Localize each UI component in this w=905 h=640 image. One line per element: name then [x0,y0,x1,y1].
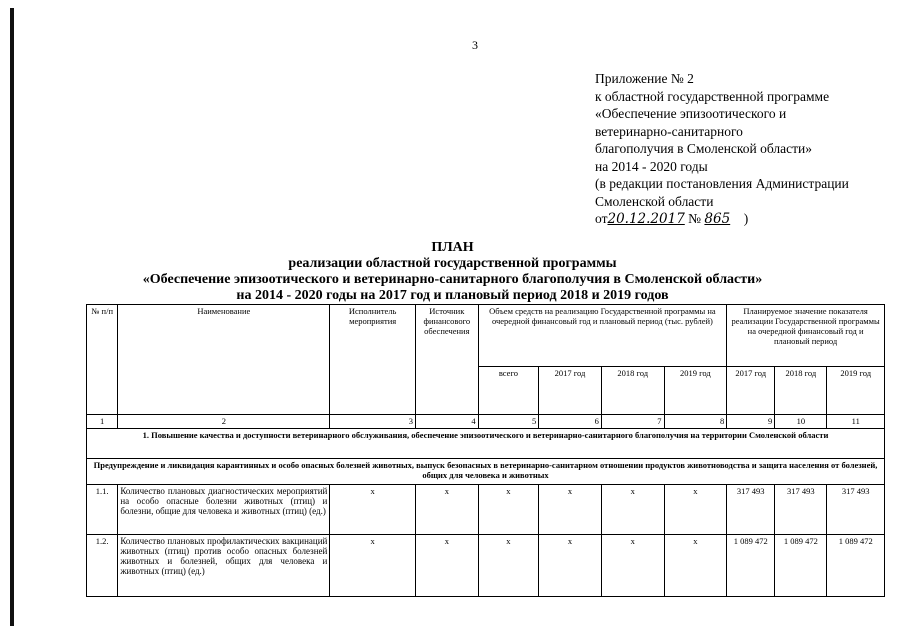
column-number: 8 [664,415,727,429]
column-number: 1 [87,415,118,429]
section-title: 1. Повышение качества и доступности ветеринарного обслуживания, обеспечение эпизоотического и ветеринарно-санитарного благополучия на территории Смоленской области [87,429,885,459]
column-number: 7 [601,415,664,429]
handwritten-number: 865 [704,211,731,227]
column-number: 6 [539,415,602,429]
scan-edge-bar [10,8,14,626]
table-row [87,485,885,535]
subheader-p2019: 2019 год [827,367,885,415]
column-number: 9 [727,415,775,429]
row-total: х [478,485,539,535]
subsection-row [87,459,885,485]
header-source: Источник финансового обеспечения [415,305,478,415]
subsection-title: Предупреждение и ликвидация карантинных и особо опасных болезней животных, выпуск безопасных в ветеринарно-санитарном отношении продуктов животноводства и защита населения от болезней, общих для человека и животных [87,459,885,485]
row-name: Количество плановых профилактических вакцинаций животных (птиц) против особо опасных болезней животных и болезней, общих для человека и животных (птиц) (ед.) [118,535,330,597]
column-number: 4 [415,415,478,429]
row-num: 1.1. [87,485,118,535]
row-v2019: х [664,535,727,597]
subheader-v2019: 2019 год [664,367,727,415]
row-executor: х [330,485,416,535]
subheader-total: всего [478,367,539,415]
appendix-block [595,70,849,229]
appendix-line: на 2014 - 2020 годы [595,158,708,174]
row-p2018: 1 089 472 [775,535,827,597]
plan-table [86,304,885,597]
appendix-line: «Обеспечение эпизоотического и [595,106,787,121]
title-line-1: ПЛАН [431,240,474,255]
header-num: № п/п [87,305,118,415]
row-source: х [415,485,478,535]
table-row [87,535,885,597]
number-prefix: № [688,211,702,226]
header-volume: Объем средств на реализацию Государственной программы на очередной финансовый год и плановый период (тыс. рублей) [478,305,727,367]
row-v2018: х [601,485,664,535]
subheader-p2017: 2017 год [727,367,775,415]
header-planned: Планируемое значение показателя реализации Государственной программы на очередной финансовый год и плановый период [727,305,885,367]
column-number: 11 [827,415,885,429]
page-number: 3 [472,38,478,52]
column-number: 5 [478,415,539,429]
row-source: х [415,535,478,597]
appendix-line: ветеринарно-санитарного [595,123,743,139]
appendix-date-line [595,210,849,229]
column-number: 3 [330,415,416,429]
row-p2019: 1 089 472 [827,535,885,597]
appendix-line: Смоленской области [595,193,714,209]
column-number-row [87,415,885,429]
appendix-line: (в редакции постановления Администрации [595,176,849,191]
section-row [87,429,885,459]
subheader-v2017: 2017 год [539,367,602,415]
table-header-row [87,305,885,367]
title-line-4: на 2014 - 2020 годы на 2017 год и плановый период 2018 и 2019 годов [236,288,669,303]
appendix-line: к областной государственной программе [595,88,830,104]
header-executor: Исполнитель мероприятия [330,305,416,415]
subheader-p2018: 2018 год [775,367,827,415]
row-num: 1.2. [87,535,118,597]
header-name: Наименование [118,305,330,415]
row-p2017: 317 493 [727,485,775,535]
appendix-line: благополучия в Смоленской области» [595,141,813,156]
column-number: 2 [118,415,330,429]
title-line-3: «Обеспечение эпизоотического и ветеринарно-санитарного благополучия в Смоленской области» [142,272,763,287]
row-v2019: х [664,485,727,535]
row-p2017: 1 089 472 [727,535,775,597]
row-p2019: 317 493 [827,485,885,535]
row-v2018: х [601,535,664,597]
row-total: х [478,535,539,597]
row-v2017: х [539,535,602,597]
handwritten-date: 20.12.2017 [607,211,685,227]
row-executor: х [330,535,416,597]
appendix-line: Приложение № 2 [595,71,694,86]
row-name: Количество плановых диагностических мероприятий на особо опасные болезни животных (птиц) и болезни, общие для человека и животных (птиц) (ед.) [118,485,330,535]
from-prefix: от [595,211,608,226]
plan-title [0,240,905,304]
row-p2018: 317 493 [775,485,827,535]
row-v2017: х [539,485,602,535]
closing-paren: ) [743,211,749,226]
title-line-2: реализации областной государственной программы [288,256,617,271]
subheader-v2018: 2018 год [601,367,664,415]
column-number: 10 [775,415,827,429]
